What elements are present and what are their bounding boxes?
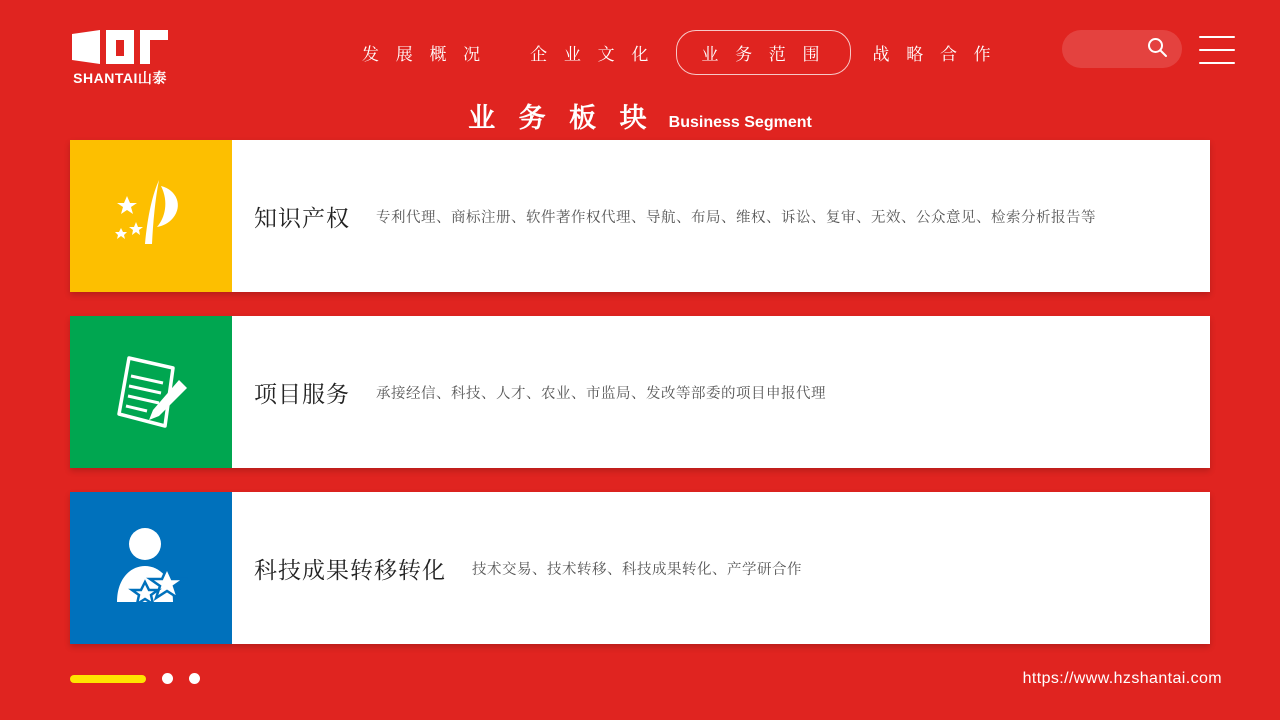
card-title: 科技成果转移转化 — [254, 556, 446, 583]
page-title-cn: 业 务 板 块 — [468, 103, 655, 133]
document-pen-icon — [101, 340, 201, 445]
ip-star-pen-icon — [103, 166, 199, 267]
search-icon — [1146, 36, 1168, 63]
card-icon-wrap — [70, 316, 232, 468]
business-segment-list — [70, 140, 1210, 668]
card-description: 技术交易、技术转移、科技成果转化、产学研合作 — [472, 561, 802, 578]
card-body — [232, 316, 1210, 468]
carousel-pagination — [70, 673, 200, 684]
main-navigation — [340, 30, 1019, 75]
nav-item-cooperation[interactable]: 战 略 合 作 — [872, 45, 997, 64]
site-url: https://www.hzshantai.com — [1022, 670, 1222, 687]
card-body — [232, 140, 1210, 292]
pagination-dot-3[interactable] — [189, 673, 200, 684]
search-input[interactable] — [1062, 30, 1182, 68]
nav-item-business[interactable]: 业 务 范 围 — [676, 30, 850, 75]
page-title-en: Business Segment — [668, 114, 812, 131]
card-title: 项目服务 — [254, 380, 350, 407]
brand-logo-text: SHANTAI山泰 — [73, 70, 167, 86]
page-title — [0, 96, 1280, 135]
brand-logo[interactable] — [70, 28, 170, 90]
shantai-logo-icon — [70, 28, 170, 66]
card-title: 知识产权 — [254, 204, 350, 231]
person-stars-icon — [101, 516, 201, 621]
card-tech-transfer[interactable] — [70, 492, 1210, 644]
nav-item-overview[interactable]: 发 展 概 况 — [362, 45, 487, 64]
pagination-dot-active[interactable] — [70, 675, 146, 683]
card-icon-wrap — [70, 492, 232, 644]
site-header — [0, 0, 1280, 100]
card-icon-wrap — [70, 140, 232, 292]
pagination-dot-2[interactable] — [162, 673, 173, 684]
card-project-service[interactable] — [70, 316, 1210, 468]
nav-item-culture[interactable]: 企 业 文 化 — [530, 45, 655, 64]
card-body — [232, 492, 1210, 644]
card-intellectual-property[interactable] — [70, 140, 1210, 292]
hamburger-menu-icon[interactable] — [1199, 36, 1235, 64]
card-description: 专利代理、商标注册、软件著作权代理、导航、布局、维权、诉讼、复审、无效、公众意见、检索分析报告等 — [376, 209, 1096, 226]
card-description: 承接经信、科技、人才、农业、市监局、发改等部委的项目申报代理 — [376, 385, 826, 402]
